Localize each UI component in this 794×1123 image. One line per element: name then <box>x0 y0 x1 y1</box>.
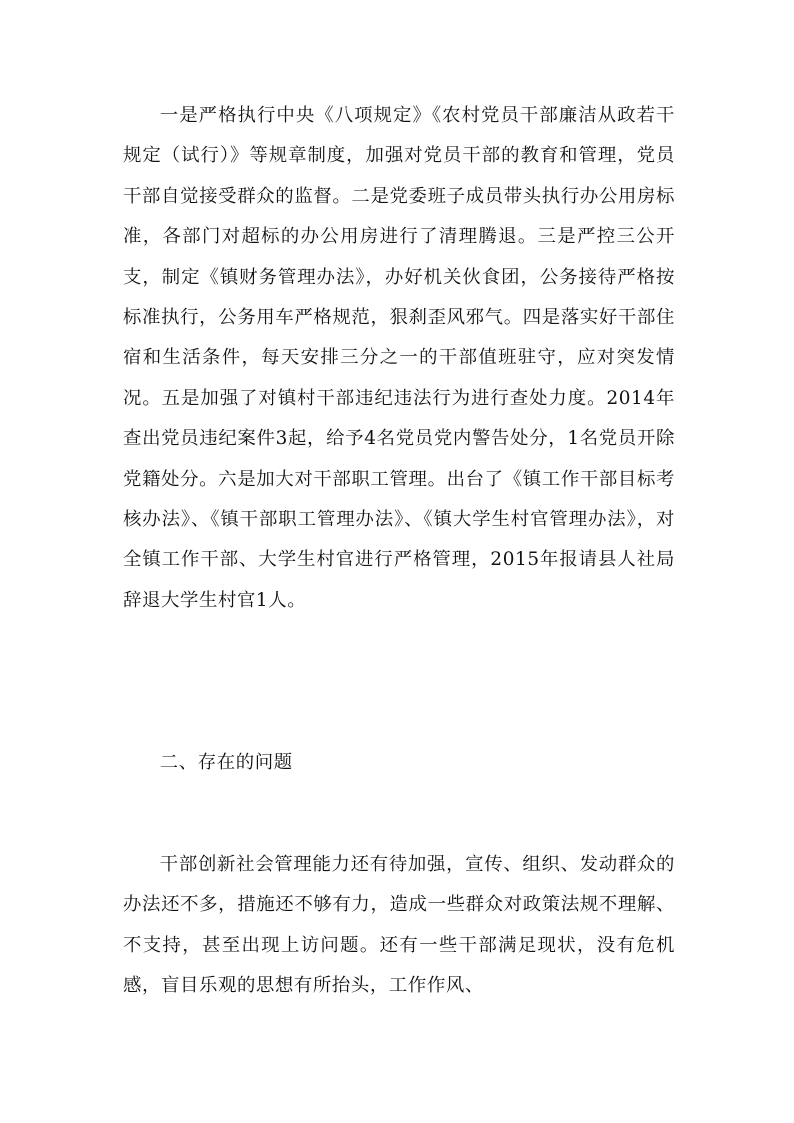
body-paragraph-2: 干部创新社会管理能力还有待加强，宣传、组织、发动群众的办法还不多，措施还不够有力，造成一些群众对政策法规不理解、不支持，甚至出现上访问题。还有一些干部满足现状，没有危机感，盲目乐观的思想有所抬头，工作作风、 <box>123 854 675 997</box>
section-heading: 二、存在的问题 <box>159 752 293 773</box>
body-paragraph-1: 一是严格执行中央《八项规定》《农村党员干部廉洁从政若干规定（试行）》等规章制度，加强对党员干部的教育和管理，党员干部自觉接受群众的监督。二是党委班子成员带头执行办公用房标准，各部门对超标的办公用房进行了清理腾退。三是严控三公开支，制定《镇财务管理办法》，办好机关伙食团，公务接待严格按标准执行，公务用车严格规范，狠刹歪风邪气。四是落实好干部住宿和生活条件，每天安排三分之一的干部值班驻守，应对突发情况。五是加强了对镇村干部违纪违法行为进行查处力度。2014年查出党员违纪案件3起，给予4名党员党内警告处分，1名党员开除党籍处分。六是加大对干部职工管理。出台了《镇工作干部目标考核办法》、《镇干部职工管理办法》、《镇大学生村官管理办法》，对全镇工作干部、大学生村官进行严格管理，2015年报请县人社局辞退大学生村官1人。 <box>123 105 675 611</box>
